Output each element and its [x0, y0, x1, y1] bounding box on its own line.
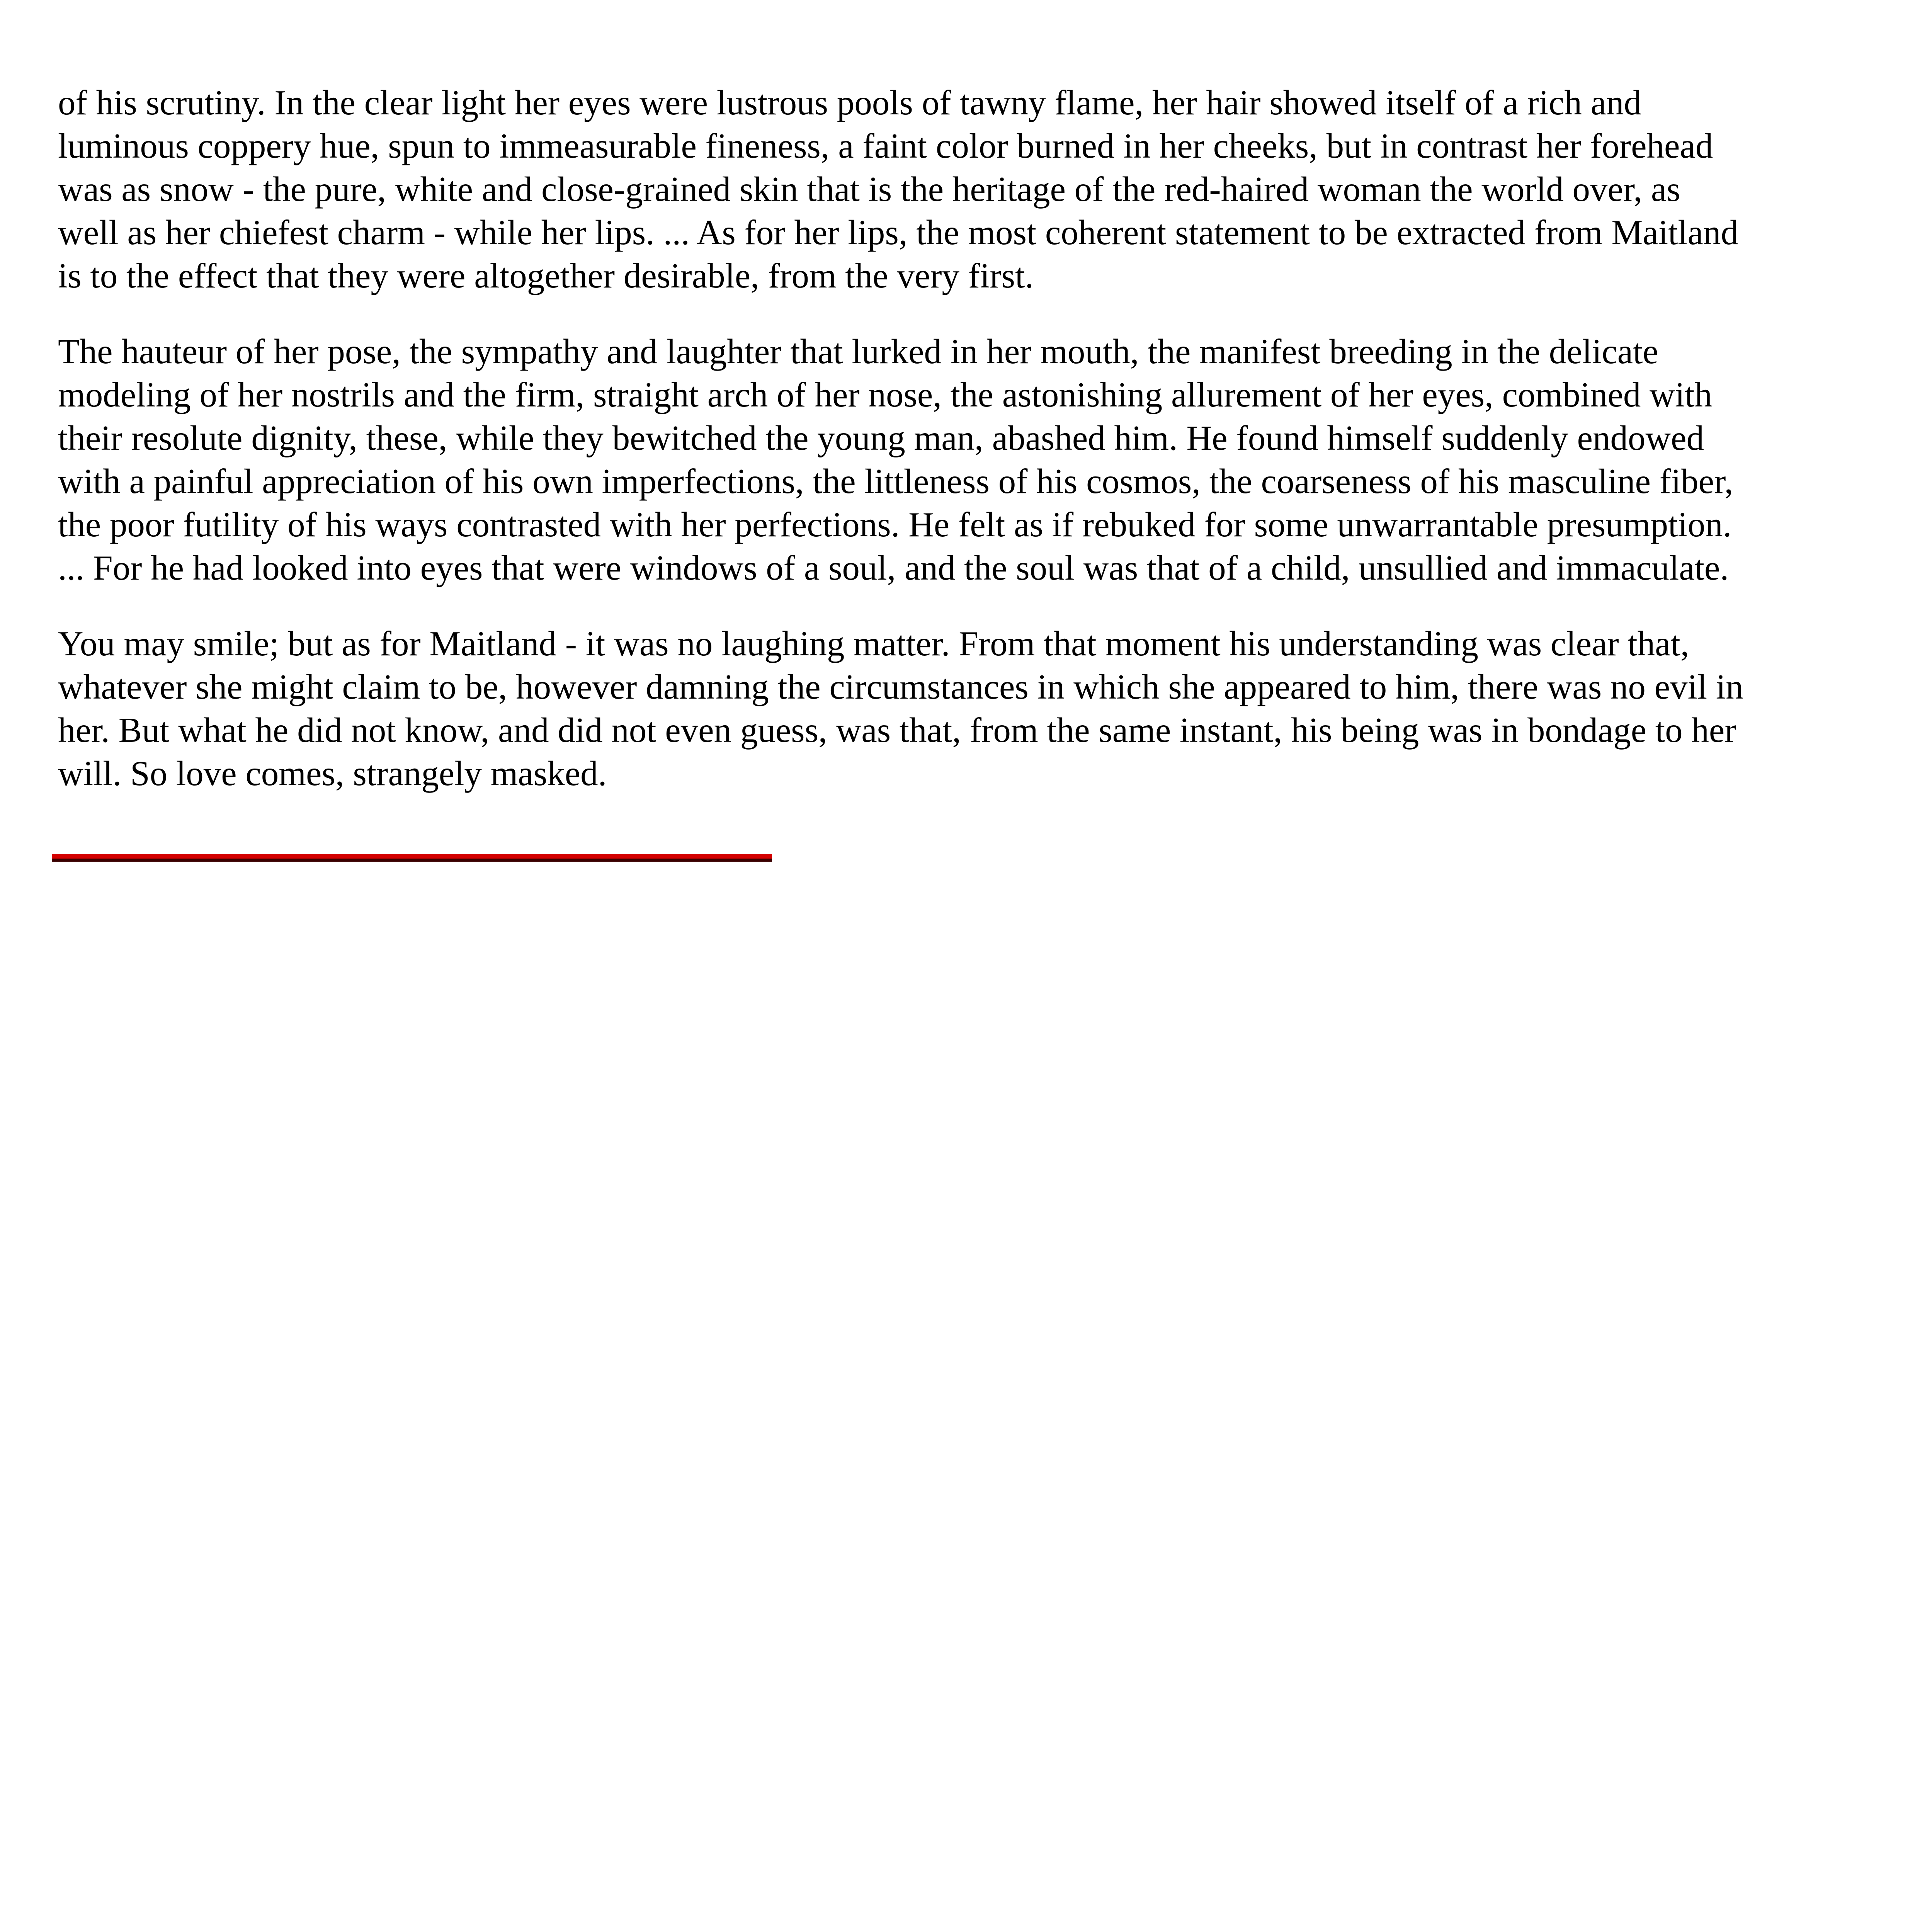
text-line: ... For he had looked into eyes that were windows of a soul, and the soul was that of a child, unsullied and immaculate.: [58, 548, 1729, 587]
text-line: her. But what he did not know, and did not even guess, was that, from the same instant, his being was in bondage to her: [58, 711, 1736, 750]
text-line: their resolute dignity, these, while they bewitched the young man, abashed him. He found himself suddenly endowed: [58, 418, 1704, 457]
text-line: will. So love comes, strangely masked.: [58, 754, 607, 793]
text-line: with a painful appreciation of his own imperfections, the littleness of his cosmos, the coarseness of his masculine fiber,: [58, 462, 1733, 501]
text-line: well as her chiefest charm - while her lips. ... As for her lips, the most coherent statement to be extracted from Maitland: [58, 213, 1738, 252]
paragraph-1: [58, 81, 1913, 298]
text-line: the poor futility of his ways contrasted with her perfections. He felt as if rebuked for some unwarrantable presumption.: [58, 505, 1732, 544]
paragraph-3: [58, 622, 1913, 795]
chapter-divider: [52, 854, 772, 862]
text-line: of his scrutiny. In the clear light her eyes were lustrous pools of tawny flame, her hair showed itself of a rich and: [58, 83, 1641, 122]
text-line: modeling of her nostrils and the firm, straight arch of her nose, the astonishing allurement of her eyes, combined with: [58, 375, 1712, 414]
text-line: luminous coppery hue, spun to immeasurable fineness, a faint color burned in her cheeks, but in contrast her forehead: [58, 126, 1713, 165]
text-line: The hauteur of her pose, the sympathy and laughter that lurked in her mouth, the manifest breeding in the delicate: [58, 332, 1658, 371]
text-line: was as snow - the pure, white and close-grained skin that is the heritage of the red-haired woman the world over, as: [58, 170, 1680, 209]
text-line: whatever she might claim to be, however damning the circumstances in which she appeared to him, there was no evil in: [58, 667, 1743, 706]
body-text: [58, 0, 1913, 828]
text-line: is to the effect that they were altogether desirable, from the very first.: [58, 256, 1034, 295]
paragraph-2: [58, 330, 1913, 590]
text-line: You may smile; but as for Maitland - it was no laughing matter. From that moment his understanding was clear that,: [58, 624, 1689, 663]
